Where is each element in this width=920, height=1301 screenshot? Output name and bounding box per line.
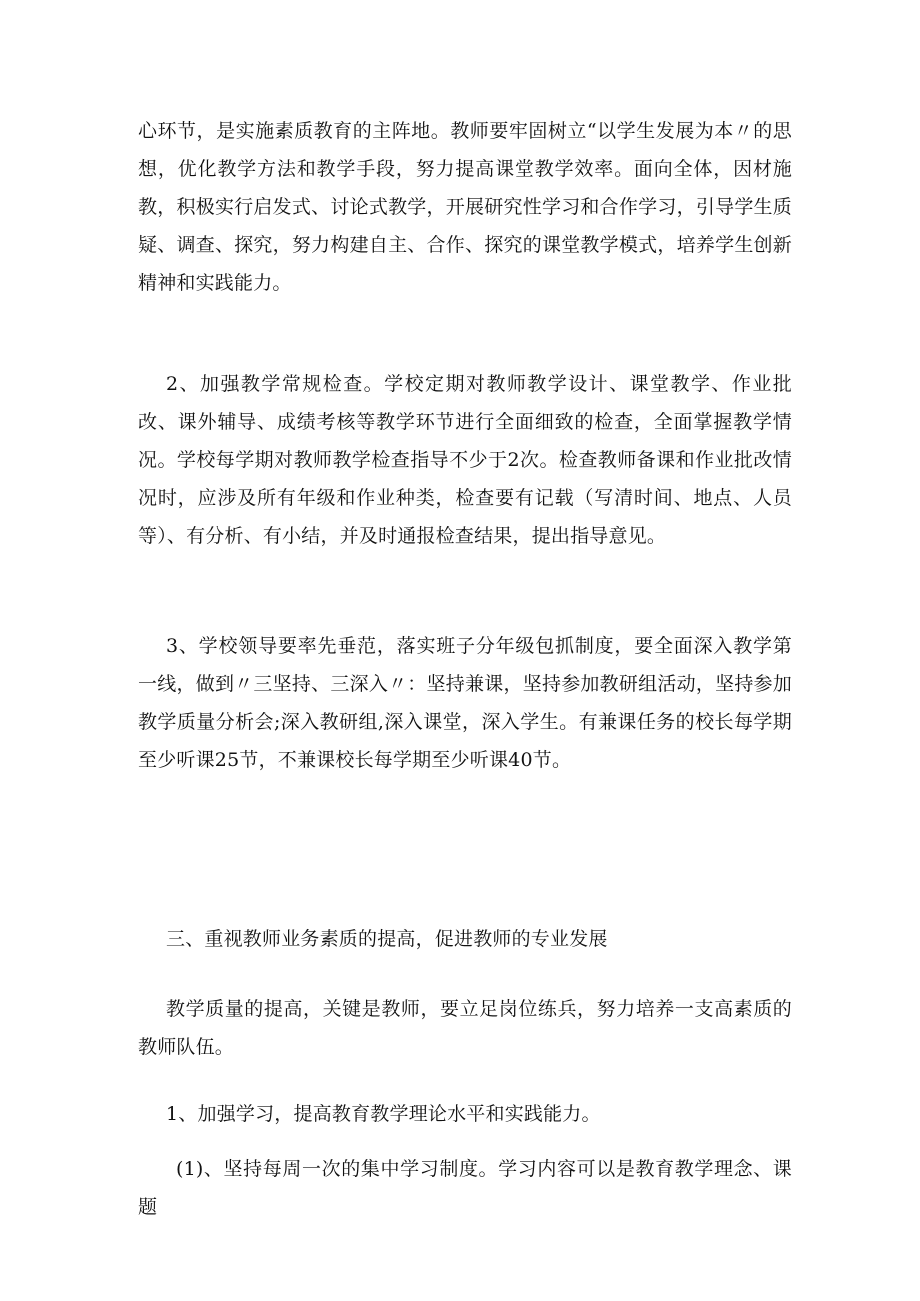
paragraph-leadership-example: 3、学校领导要率先垂范，落实班子分年级包抓制度，要全面深入教学第一线，做到〃三坚持、三深入〃：坚持兼课，坚持参加教研组活动，坚持参加教学质量分析会;深入教研组,深入课堂，深入学生。有兼课任务的校长每学期至少听课25节，不兼课校长每学期至少听课40节。 <box>138 635 792 771</box>
paragraph-teaching-reform: 心环节，是实施素质教育的主阵地。教师要牢固树立“以学生发展为本〃的思想，优化教学方法和教学手段，努力提高课堂教学效率。面向全体，因材施教，积极实行启发式、讨论式教学，开展研究性学习和合作学习，引导学生质疑、调查、探究，努力构建自主、合作、探究的课堂教学模式，培养学生创新精神和实践能力。 <box>138 120 792 294</box>
section-heading: 三、重视教师业务素质的提高，促进教师的专业发展 <box>166 928 608 950</box>
paragraph-routine-inspection: 2、加强教学常规检查。学校定期对教师教学设计、课堂教学、作业批改、课外辅导、成绩考核等教学环节进行全面细致的检查，全面掌握教学情况。学校每学期对教师教学检查指导不少于2次。检查教师备课和作业批改情况时，应涉及所有年级和作业种类，检查要有记载（写清时间、地点、人员等）、有分析、有小结，并及时通报检查结果，提出指导意见。 <box>138 373 792 547</box>
paragraph-strengthen-learning: 1、加强学习，提高教育教学理论水平和实践能力。 <box>166 1103 601 1125</box>
paragraph-weekly-study: (1)、坚持每周一次的集中学习制度。学习内容可以是教育教学理念、课题 <box>138 1158 792 1218</box>
paragraph-teacher-quality: 教学质量的提高，关键是教师，要立足岗位练兵，努力培养一支高素质的教师队伍。 <box>138 998 792 1058</box>
